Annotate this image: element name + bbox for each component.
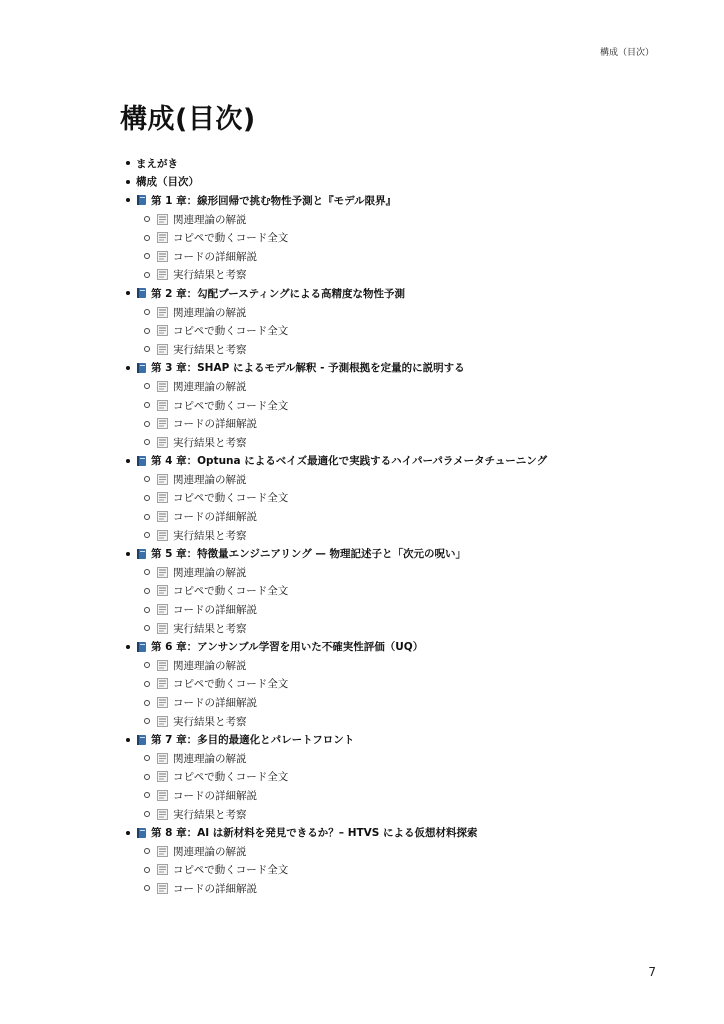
section-label: 関連理論の解説 — [173, 566, 247, 579]
hollow-bullet — [144, 253, 150, 259]
section-item[interactable] — [144, 228, 684, 247]
section-item[interactable] — [144, 619, 684, 638]
hollow-bullet — [144, 346, 150, 352]
toc-item-label: 構成（目次） — [136, 176, 199, 189]
page-title: 構成(目次) — [120, 104, 256, 135]
section-item[interactable] — [144, 489, 684, 508]
book-icon — [136, 455, 147, 467]
section-label: 関連理論の解説 — [173, 306, 247, 319]
section-label: コピペで動くコード全文 — [173, 864, 289, 877]
hollow-bullet — [144, 402, 150, 408]
section-label: コードの詳細解説 — [173, 604, 257, 617]
hollow-bullet — [144, 792, 150, 798]
hollow-bullet — [144, 755, 150, 761]
section-item[interactable] — [144, 563, 684, 582]
section-item[interactable] — [144, 414, 684, 433]
book-icon — [136, 194, 147, 206]
memo-icon — [157, 585, 168, 596]
memo-icon — [157, 511, 168, 522]
memo-icon — [157, 753, 168, 764]
section-label: コピペで動くコード全文 — [173, 492, 289, 505]
chapter-row[interactable] — [126, 452, 684, 471]
section-list — [126, 656, 684, 730]
toc-item-row[interactable] — [126, 173, 684, 192]
section-label: コピペで動くコード全文 — [173, 232, 289, 245]
hollow-bullet — [144, 216, 150, 222]
chapter-item[interactable] — [126, 544, 684, 637]
chapter-item[interactable] — [126, 637, 684, 730]
section-label: 実行結果と考察 — [173, 715, 247, 728]
section-item[interactable] — [144, 321, 684, 340]
running-header: 構成（目次） — [599, 48, 654, 58]
hollow-bullet — [144, 495, 150, 501]
section-item[interactable] — [144, 433, 684, 452]
section-label: コピペで動くコード全文 — [173, 325, 289, 338]
memo-icon — [157, 846, 168, 857]
section-item[interactable] — [144, 786, 684, 805]
hollow-bullet — [144, 662, 150, 668]
section-item[interactable] — [144, 600, 684, 619]
bullet — [126, 291, 130, 295]
chapter-item[interactable] — [126, 359, 684, 452]
section-label: 関連理論の解説 — [173, 380, 247, 393]
memo-icon — [157, 567, 168, 578]
section-item[interactable] — [144, 749, 684, 768]
hollow-bullet — [144, 867, 150, 873]
hollow-bullet — [144, 718, 150, 724]
bullet — [126, 459, 130, 463]
bullet — [126, 161, 130, 165]
memo-icon — [157, 418, 168, 429]
memo-icon — [157, 400, 168, 411]
hollow-bullet — [144, 532, 150, 538]
hollow-bullet — [144, 848, 150, 854]
section-item[interactable] — [144, 210, 684, 229]
section-label: 実行結果と考察 — [173, 436, 247, 449]
section-label: コピペで動くコード全文 — [173, 771, 289, 784]
hollow-bullet — [144, 774, 150, 780]
section-label: 実行結果と考察 — [173, 269, 247, 282]
hollow-bullet — [144, 421, 150, 427]
bullet — [126, 552, 130, 556]
section-label: コードの詳細解説 — [173, 697, 257, 710]
section-item[interactable] — [144, 861, 684, 880]
chapter-title: 第 8 章：AI は新材料を発見できるか？– HTVS による仮想材料探索 — [151, 827, 478, 840]
section-label: コピペで動くコード全文 — [173, 678, 289, 691]
section-item[interactable] — [144, 842, 684, 861]
section-item[interactable] — [144, 247, 684, 266]
section-list — [126, 303, 684, 359]
memo-icon — [157, 771, 168, 782]
section-item[interactable] — [144, 693, 684, 712]
chapter-row[interactable] — [126, 544, 684, 563]
chapter-title: 第 7 章：多目的最適化とパレートフロント — [151, 734, 355, 747]
chapter-title: 第 5 章：特徴量エンジニアリング — 物理記述子と「次元の呪い」 — [151, 548, 467, 561]
chapter-title: 第 6 章：アンサンブル学習を用いた不確実性評価（UQ） — [151, 641, 424, 654]
section-item[interactable] — [144, 712, 684, 731]
memo-icon — [157, 381, 168, 392]
page-number: 7 — [648, 965, 656, 979]
chapter-row[interactable] — [126, 359, 684, 378]
bullet — [126, 831, 130, 835]
section-item[interactable] — [144, 656, 684, 675]
hollow-bullet — [144, 588, 150, 594]
chapter-row[interactable] — [126, 730, 684, 749]
section-item[interactable] — [144, 507, 684, 526]
toc-item-row[interactable] — [126, 154, 684, 173]
section-list — [126, 210, 684, 284]
hollow-bullet — [144, 235, 150, 241]
memo-icon — [157, 307, 168, 318]
section-list — [126, 749, 684, 823]
section-item[interactable] — [144, 266, 684, 285]
section-label: コピペで動くコード全文 — [173, 585, 289, 598]
hollow-bullet — [144, 272, 150, 278]
bullet — [126, 738, 130, 742]
memo-icon — [157, 604, 168, 615]
bullet — [126, 180, 130, 184]
book-icon — [136, 734, 147, 746]
section-item[interactable] — [144, 582, 684, 601]
memo-icon — [157, 678, 168, 689]
chapter-row[interactable] — [126, 637, 684, 656]
memo-icon — [157, 864, 168, 875]
section-list — [126, 842, 684, 898]
memo-icon — [157, 623, 168, 634]
section-label: コピペで動くコード全文 — [173, 399, 289, 412]
section-list — [126, 377, 684, 451]
toc-item[interactable] — [126, 173, 684, 192]
book-icon — [136, 362, 147, 374]
chapter-row[interactable] — [126, 191, 684, 210]
memo-icon — [157, 269, 168, 280]
memo-icon — [157, 883, 168, 894]
section-label: 関連理論の解説 — [173, 845, 247, 858]
chapter-item[interactable] — [126, 191, 684, 284]
section-label: 実行結果と考察 — [173, 622, 247, 635]
section-label: 関連理論の解説 — [173, 659, 247, 672]
section-label: コードの詳細解説 — [173, 882, 257, 895]
toc-item-label: まえがき — [136, 157, 178, 170]
book-icon — [136, 548, 147, 560]
chapter-item[interactable] — [126, 284, 684, 358]
table-of-contents — [126, 154, 684, 898]
section-item[interactable] — [144, 879, 684, 898]
section-item[interactable] — [144, 470, 684, 489]
hollow-bullet — [144, 514, 150, 520]
chapter-item[interactable] — [126, 452, 684, 545]
book-icon — [136, 641, 147, 653]
memo-icon — [157, 790, 168, 801]
section-label: コードの詳細解説 — [173, 789, 257, 802]
chapter-item[interactable] — [126, 730, 684, 823]
hollow-bullet — [144, 681, 150, 687]
section-item[interactable] — [144, 303, 684, 322]
hollow-bullet — [144, 569, 150, 575]
hollow-bullet — [144, 328, 150, 334]
memo-icon — [157, 716, 168, 727]
hollow-bullet — [144, 383, 150, 389]
hollow-bullet — [144, 625, 150, 631]
chapter-title: 第 1 章：線形回帰で挑む物性予測と『モデル限界』 — [151, 194, 397, 207]
book-icon — [136, 287, 147, 299]
bullet — [126, 198, 130, 202]
chapter-title: 第 4 章：Optuna によるベイズ最適化で実践するハイパーパラメータチューニング — [151, 455, 548, 468]
memo-icon — [157, 697, 168, 708]
section-label: 関連理論の解説 — [173, 473, 247, 486]
hollow-bullet — [144, 700, 150, 706]
hollow-bullet — [144, 811, 150, 817]
bullet — [126, 366, 130, 370]
section-label: コードの詳細解説 — [173, 418, 257, 431]
chapter-title: 第 3 章：SHAP によるモデル解釈 - 予測根拠を定量的に説明する — [151, 362, 465, 375]
section-label: コードの詳細解説 — [173, 511, 257, 524]
memo-icon — [157, 660, 168, 671]
memo-icon — [157, 530, 168, 541]
memo-icon — [157, 344, 168, 355]
hollow-bullet — [144, 309, 150, 315]
hollow-bullet — [144, 607, 150, 613]
section-label: 関連理論の解説 — [173, 752, 247, 765]
hollow-bullet — [144, 439, 150, 445]
section-label: 実行結果と考察 — [173, 808, 247, 821]
memo-icon — [157, 809, 168, 820]
section-label: コードの詳細解説 — [173, 250, 257, 263]
chapter-item[interactable] — [126, 823, 684, 897]
section-list — [126, 563, 684, 637]
memo-icon — [157, 251, 168, 262]
memo-icon — [157, 492, 168, 503]
section-item[interactable] — [144, 805, 684, 824]
section-item[interactable] — [144, 526, 684, 545]
chapter-row[interactable] — [126, 284, 684, 303]
memo-icon — [157, 214, 168, 225]
hollow-bullet — [144, 476, 150, 482]
section-label: 実行結果と考察 — [173, 529, 247, 542]
section-label: 実行結果と考察 — [173, 343, 247, 356]
section-item[interactable] — [144, 396, 684, 415]
book-icon — [136, 827, 147, 839]
bullet — [126, 645, 130, 649]
section-item[interactable] — [144, 675, 684, 694]
chapter-title: 第 2 章：勾配ブースティングによる高精度な物性予測 — [151, 287, 406, 300]
hollow-bullet — [144, 885, 150, 891]
memo-icon — [157, 325, 168, 336]
memo-icon — [157, 474, 168, 485]
section-label: 関連理論の解説 — [173, 213, 247, 226]
memo-icon — [157, 232, 168, 243]
section-item[interactable] — [144, 768, 684, 787]
memo-icon — [157, 437, 168, 448]
section-item[interactable] — [144, 340, 684, 359]
section-item[interactable] — [144, 377, 684, 396]
section-list — [126, 470, 684, 544]
chapter-row[interactable] — [126, 823, 684, 842]
toc-item[interactable] — [126, 154, 684, 173]
